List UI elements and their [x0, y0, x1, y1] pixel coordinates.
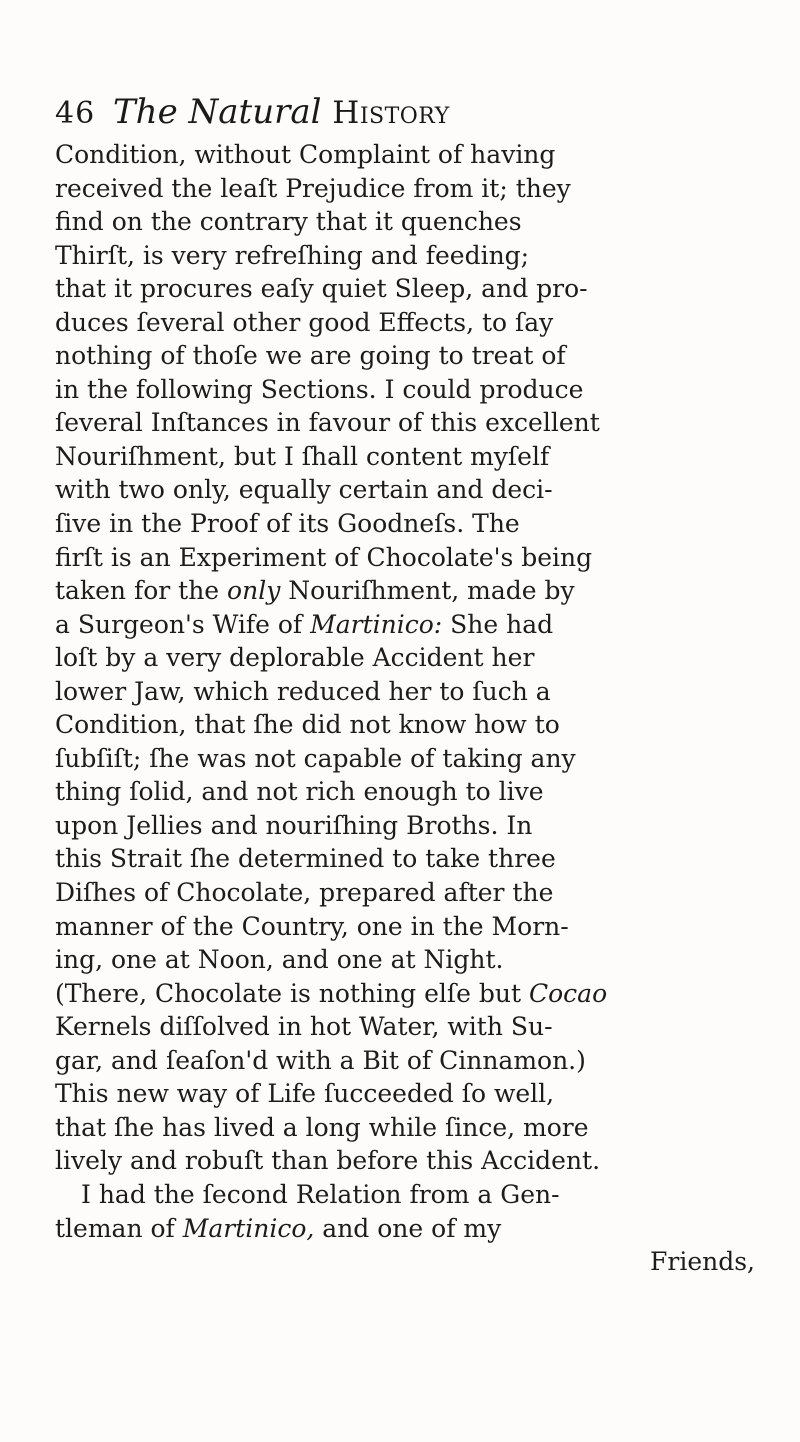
text-line: [55, 1212, 765, 1246]
text-line: lively and robuſt than before this Accident.: [55, 1146, 601, 1176]
text-line: [55, 977, 765, 1011]
text-segment: Nouriſhment, made by: [280, 576, 575, 606]
text-line: duces ſeveral other good Effects, to ſay: [55, 307, 554, 337]
text-segment: a Surgeon's Wife of: [55, 609, 311, 639]
text-segment: tleman of: [55, 1213, 183, 1243]
text-segment: (There, Chocolate is nothing elſe but: [55, 978, 529, 1008]
text-line: [55, 608, 765, 642]
italic-text: only: [227, 576, 281, 606]
text-segment: She had: [442, 609, 554, 639]
text-line: Nouriſhment, but I ſhall content myſelf: [55, 441, 550, 471]
text-line: [55, 574, 765, 608]
italic-text: Martinico,: [182, 1213, 315, 1243]
text-line: loſt by a very deplorable Accident her: [55, 643, 535, 673]
text-line: nothing of thoſe we are going to treat of: [55, 341, 566, 371]
text-line: received the leaſt Prejudice from it; they: [55, 173, 571, 203]
text-line: that it procures eaſy quiet Sleep, and pro-: [55, 274, 588, 304]
text-line: ſeveral Inſtances in favour of this excellent: [55, 408, 600, 438]
body-text: [55, 138, 765, 1279]
text-line: firſt is an Experiment of Chocolate's being: [55, 542, 593, 572]
text-line: Friends,: [650, 1247, 755, 1277]
text-line: I had the ſecond Relation from a Gen-: [81, 1179, 560, 1209]
italic-text: Cocao: [529, 978, 608, 1008]
text-line: with two only, equally certain and deci-: [55, 475, 553, 505]
text-line: lower Jaw, which reduced her to ſuch a: [55, 676, 551, 706]
text-line: manner of the Country, one in the Morn-: [55, 911, 569, 941]
text-line: Condition, without Complaint of having: [55, 140, 556, 169]
text-line: this Strait ſhe determined to take three: [55, 844, 556, 874]
text-line: that ſhe has lived a long while ſince, more: [55, 1112, 589, 1142]
text-line: ing, one at Noon, and one at Night.: [55, 945, 504, 975]
text-line: ſive in the Proof of its Goodneſs. The: [55, 509, 520, 539]
page-number: 46: [55, 96, 96, 131]
running-title-caps: History: [332, 95, 450, 131]
italic-text: Martinico:: [310, 609, 443, 639]
text-line: Thirſt, is very refreſhing and feeding;: [55, 240, 530, 270]
text-line: in the following Sections. I could produce: [55, 374, 584, 404]
text-line: find on the contrary that it quenches: [55, 207, 522, 237]
text-segment: taken for the: [55, 576, 228, 606]
text-line: gar, and ſeaſon'd with a Bit of Cinnamon.): [55, 1045, 586, 1075]
running-title-italic: The Natural: [113, 92, 322, 132]
running-title: [113, 92, 450, 132]
text-line: ſubſiſt; ſhe was not capable of taking any: [55, 743, 576, 773]
text-segment: and one of my: [314, 1213, 502, 1243]
text-line: Condition, that ſhe did not know how to: [55, 710, 560, 740]
text-line: thing ſolid, and not rich enough to live: [55, 777, 544, 807]
text-line: Kernels diſſolved in hot Water, with Su-: [55, 1012, 553, 1042]
text-line: This new way of Life ſucceeded ſo well,: [55, 1079, 555, 1109]
page-header: [55, 92, 755, 140]
text-line: Diſhes of Chocolate, prepared after the: [55, 878, 554, 908]
text-line: upon Jellies and nouriſhing Broths. In: [55, 810, 533, 840]
